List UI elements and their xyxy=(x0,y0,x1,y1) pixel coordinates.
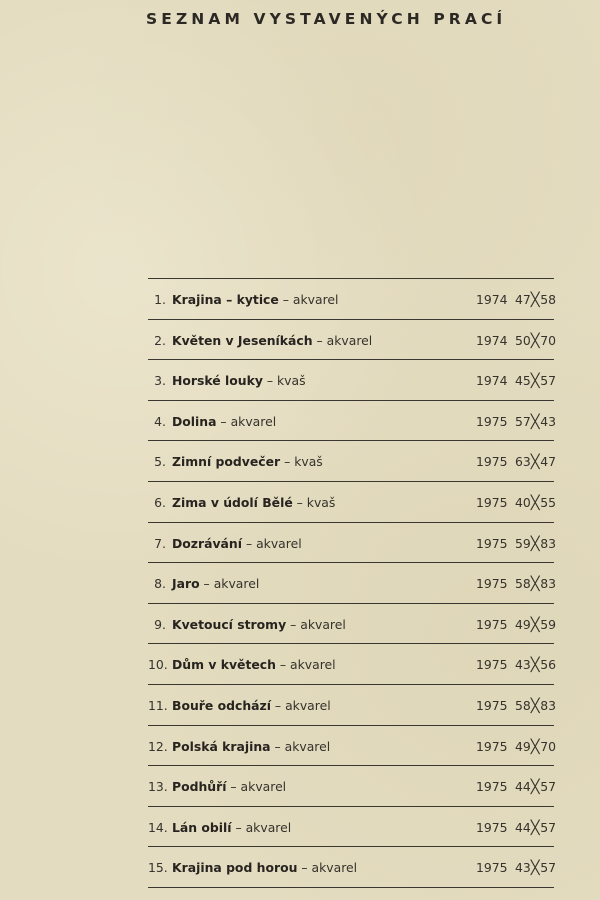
work-technique: akvarel xyxy=(256,535,302,551)
list-item xyxy=(148,847,554,888)
work-name: Zima v údolí Bělé xyxy=(172,494,293,510)
work-dimensions xyxy=(515,820,556,836)
dimension-height: 83 xyxy=(540,697,556,713)
item-number: 11. xyxy=(148,697,168,713)
work-year: 1975 xyxy=(476,454,508,470)
work-technique: akvarel xyxy=(245,819,292,835)
work-dimensions xyxy=(515,576,556,592)
dash-separator: – xyxy=(280,454,295,470)
work-technique: kvaš xyxy=(294,454,323,470)
times-icon: ╳ xyxy=(531,414,540,430)
times-icon: ╳ xyxy=(531,292,540,308)
item-title xyxy=(172,414,276,429)
list-item xyxy=(148,807,554,848)
dimension-width: 59 xyxy=(515,535,531,551)
work-technique: akvarel xyxy=(230,413,277,429)
list-item xyxy=(148,766,554,807)
times-icon: ╳ xyxy=(531,860,540,876)
work-name: Horské louky xyxy=(172,373,263,389)
dash-separator: – xyxy=(199,576,214,592)
dash-separator: – xyxy=(270,697,286,713)
item-number: 13. xyxy=(148,779,168,795)
item-title xyxy=(172,373,306,388)
dimension-width: 47 xyxy=(515,292,531,307)
work-dimensions xyxy=(515,860,556,876)
work-year: 1975 xyxy=(476,616,508,632)
work-dimensions xyxy=(515,779,556,795)
work-name: Bouře odchází xyxy=(172,697,271,713)
dash-separator: – xyxy=(231,819,246,835)
work-dimensions xyxy=(515,373,556,389)
item-number: 4. xyxy=(154,413,166,429)
list-item xyxy=(148,563,554,604)
dimension-width: 57 xyxy=(515,413,531,429)
work-technique: kvaš xyxy=(306,494,336,510)
dimension-width: 44 xyxy=(515,779,531,795)
item-title xyxy=(172,860,357,875)
work-name: Zimní podvečer xyxy=(172,454,281,470)
dimension-width: 63 xyxy=(515,454,531,470)
item-number: 2. xyxy=(154,332,166,348)
work-dimensions xyxy=(515,414,556,430)
work-technique: akvarel xyxy=(311,860,358,876)
dimension-height: 58 xyxy=(540,292,556,307)
work-name: Krajina – kytice xyxy=(172,292,279,307)
item-number: 10. xyxy=(148,657,168,673)
work-year: 1975 xyxy=(476,819,508,835)
work-year: 1974 xyxy=(476,373,508,389)
item-title xyxy=(172,779,286,794)
works-list xyxy=(148,278,554,888)
dimension-width: 43 xyxy=(515,860,531,876)
work-year: 1975 xyxy=(476,657,508,673)
list-item xyxy=(148,523,554,564)
item-title xyxy=(172,495,335,510)
item-number: 7. xyxy=(154,535,166,551)
work-year: 1975 xyxy=(476,779,508,795)
work-dimensions xyxy=(515,454,556,470)
work-name: Podhůří xyxy=(172,779,227,795)
list-item xyxy=(148,604,554,645)
list-item xyxy=(148,401,554,442)
item-number: 6. xyxy=(154,494,166,510)
work-technique: akvarel xyxy=(292,292,339,307)
item-number: 12. xyxy=(148,738,168,754)
dimension-width: 43 xyxy=(515,657,531,673)
work-technique: akvarel xyxy=(240,779,287,795)
item-title xyxy=(172,454,323,469)
dimension-height: 59 xyxy=(540,616,556,632)
list-item xyxy=(148,644,554,685)
item-number: 1. xyxy=(154,292,166,307)
work-dimensions xyxy=(515,739,556,755)
times-icon: ╳ xyxy=(531,535,540,552)
work-dimensions xyxy=(515,333,556,349)
dimension-height: 70 xyxy=(540,738,556,754)
item-title xyxy=(172,698,331,713)
list-item xyxy=(148,320,554,361)
item-number: 15. xyxy=(148,860,168,876)
dimension-height: 70 xyxy=(540,332,556,348)
work-year: 1975 xyxy=(476,860,508,876)
item-number: 9. xyxy=(154,616,166,632)
times-icon: ╳ xyxy=(531,738,540,755)
dimension-width: 44 xyxy=(515,819,531,835)
work-dimensions xyxy=(515,657,556,673)
list-item xyxy=(148,279,554,320)
work-name: Dolina xyxy=(172,413,217,429)
work-dimensions xyxy=(515,495,556,511)
dimension-width: 58 xyxy=(515,697,531,713)
work-technique: akvarel xyxy=(300,616,346,632)
work-year: 1975 xyxy=(476,494,508,510)
dimension-width: 45 xyxy=(515,373,531,389)
work-name: Polská krajina xyxy=(172,738,271,754)
dash-separator: – xyxy=(312,332,327,348)
work-name: Kvetoucí stromy xyxy=(172,616,287,632)
list-item xyxy=(148,726,554,767)
dash-separator: – xyxy=(275,657,291,673)
times-icon: ╳ xyxy=(531,698,540,714)
item-title xyxy=(172,820,291,835)
work-dimensions xyxy=(515,292,556,308)
times-icon: ╳ xyxy=(531,657,540,673)
work-name: Lán obilí xyxy=(172,819,232,835)
work-year: 1975 xyxy=(476,535,508,551)
times-icon: ╳ xyxy=(531,454,540,470)
work-year: 1975 xyxy=(476,738,508,754)
work-technique: kvaš xyxy=(276,373,306,389)
times-icon: ╳ xyxy=(531,495,540,511)
work-year: 1974 xyxy=(476,292,508,307)
dimension-width: 50 xyxy=(515,332,531,348)
dash-separator: – xyxy=(226,779,241,795)
dimension-height: 43 xyxy=(540,413,556,429)
work-year: 1974 xyxy=(476,332,508,348)
dimension-width: 49 xyxy=(515,616,531,632)
work-technique: akvarel xyxy=(326,332,373,348)
item-title xyxy=(172,536,302,551)
times-icon: ╳ xyxy=(531,373,540,389)
dimension-height: 55 xyxy=(540,494,556,510)
page-title: SEZNAM VYSTAVENÝCH PRACÍ xyxy=(146,10,507,28)
item-number: 3. xyxy=(154,373,166,389)
work-name: Květen v Jeseníkách xyxy=(172,332,313,348)
list-item xyxy=(148,441,554,482)
dimension-height: 47 xyxy=(540,454,556,470)
dimension-height: 83 xyxy=(540,576,556,592)
dash-separator: – xyxy=(216,413,231,429)
dash-separator: – xyxy=(278,292,293,307)
work-technique: akvarel xyxy=(284,738,331,754)
list-item xyxy=(148,360,554,401)
dash-separator: – xyxy=(297,860,312,876)
dash-separator: – xyxy=(292,494,307,510)
dimension-height: 57 xyxy=(540,860,556,876)
dimension-height: 57 xyxy=(540,373,556,389)
times-icon: ╳ xyxy=(531,617,540,633)
dimension-width: 49 xyxy=(515,738,531,754)
show-through-text xyxy=(270,55,570,265)
dash-separator: – xyxy=(262,373,277,389)
item-title xyxy=(172,617,346,632)
work-year: 1975 xyxy=(476,697,508,713)
work-year: 1975 xyxy=(476,413,508,429)
list-item xyxy=(148,482,554,523)
list-item xyxy=(148,685,554,726)
work-dimensions xyxy=(515,536,556,552)
dimension-height: 57 xyxy=(540,819,556,835)
work-dimensions xyxy=(515,617,556,633)
dash-separator: – xyxy=(270,738,285,754)
dimension-height: 56 xyxy=(540,657,556,673)
dash-separator: – xyxy=(286,616,301,632)
work-name: Dům v květech xyxy=(172,657,276,673)
item-title xyxy=(172,739,330,754)
work-technique: akvarel xyxy=(213,576,260,592)
item-title xyxy=(172,292,338,307)
item-number: 14. xyxy=(148,819,168,835)
times-icon: ╳ xyxy=(531,576,540,592)
times-icon: ╳ xyxy=(531,332,540,349)
work-name: Krajina pod horou xyxy=(172,860,298,876)
dimension-height: 57 xyxy=(540,779,556,795)
work-technique: akvarel xyxy=(285,697,331,713)
dimension-width: 40 xyxy=(515,494,531,510)
work-name: Jaro xyxy=(172,576,200,592)
times-icon: ╳ xyxy=(531,779,540,795)
dash-separator: – xyxy=(242,535,257,551)
times-icon: ╳ xyxy=(531,820,540,836)
item-title xyxy=(172,657,336,672)
work-year: 1975 xyxy=(476,576,508,592)
item-title xyxy=(172,333,372,348)
dimension-height: 83 xyxy=(540,535,556,551)
item-title xyxy=(172,576,259,591)
work-dimensions xyxy=(515,698,556,714)
item-number: 5. xyxy=(154,454,166,470)
work-technique: akvarel xyxy=(290,657,336,673)
item-number: 8. xyxy=(154,576,166,592)
dimension-width: 58 xyxy=(515,576,531,592)
work-name: Dozrávání xyxy=(172,535,242,551)
